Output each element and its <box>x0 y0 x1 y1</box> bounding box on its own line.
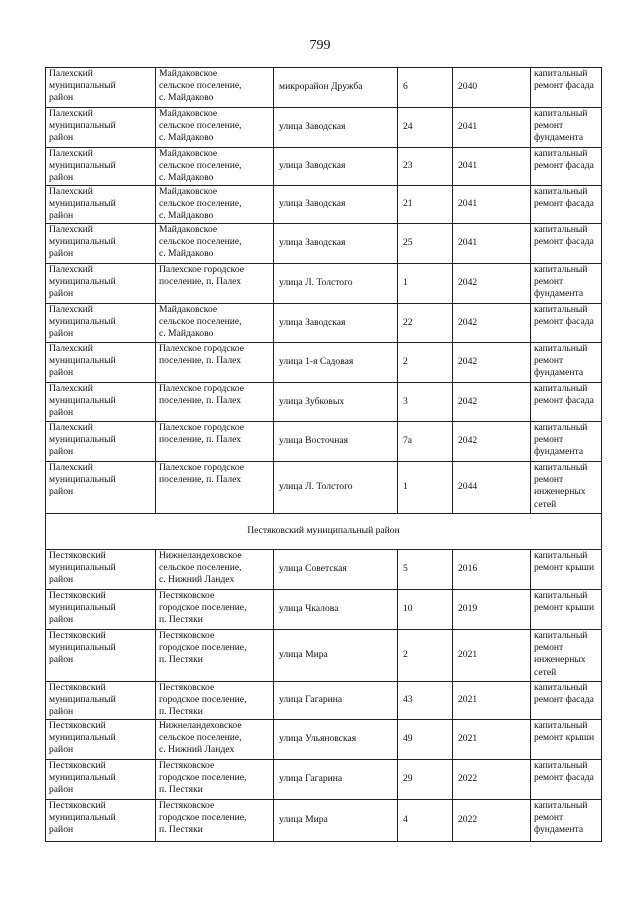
year-cell-text: 2022 <box>458 773 478 785</box>
street-cell <box>274 264 398 304</box>
work-type-cell <box>531 148 602 186</box>
year-cell <box>453 148 531 186</box>
year-cell-text: 2041 <box>458 121 478 133</box>
year-cell-text: 2044 <box>458 481 478 493</box>
work-type-cell <box>531 343 602 383</box>
work-type-cell <box>531 800 602 842</box>
street-cell <box>274 224 398 264</box>
house-number-cell-text: 2 <box>403 649 408 661</box>
district-cell <box>46 68 156 108</box>
district-cell <box>46 760 156 800</box>
street-cell-text: улица Гагарина <box>279 694 343 706</box>
work-type-cell-text: капитальный ремонт фасада <box>534 383 594 407</box>
settlement-cell <box>156 186 274 224</box>
work-type-cell <box>531 422 602 462</box>
settlement-cell <box>156 550 274 590</box>
district-cell-text: Палехский муниципальный район <box>49 264 116 300</box>
district-cell <box>46 186 156 224</box>
settlement-cell <box>156 343 274 383</box>
settlement-cell <box>156 800 274 842</box>
settlement-cell <box>156 422 274 462</box>
district-cell <box>46 224 156 264</box>
district-cell-text: Пестяковский муниципальный район <box>49 590 116 626</box>
house-number-cell <box>398 343 453 383</box>
house-number-cell-text: 29 <box>403 773 413 785</box>
section-header-row <box>46 514 602 550</box>
settlement-cell-text: Пестяковское городское поселение, п. Пестяки <box>159 800 247 836</box>
work-type-cell-text: капитальный ремонт фундамента <box>534 800 588 836</box>
year-cell-text: 2041 <box>458 198 478 210</box>
house-number-cell-text: 21 <box>403 198 413 210</box>
street-cell-text: улица Чкалова <box>279 603 339 615</box>
district-cell-text: Палехский муниципальный район <box>49 108 116 144</box>
table-row <box>46 590 602 630</box>
district-cell-text: Палехский муниципальный район <box>49 422 116 458</box>
year-cell-text: 2022 <box>458 814 478 826</box>
street-cell-text: улица 1-я Садовая <box>279 356 354 368</box>
table-row <box>46 800 602 842</box>
year-cell-text: 2042 <box>458 316 478 328</box>
settlement-cell <box>156 462 274 514</box>
settlement-cell <box>156 590 274 630</box>
work-type-cell <box>531 630 602 682</box>
district-cell-text: Палехский муниципальный район <box>49 148 116 184</box>
street-cell-text: улица Зубковых <box>279 395 345 407</box>
work-type-cell <box>531 108 602 148</box>
house-number-cell <box>398 186 453 224</box>
house-number-cell-text: 3 <box>403 395 408 407</box>
house-number-cell-text: 7а <box>403 435 413 447</box>
settlement-cell <box>156 264 274 304</box>
street-cell-text: улица Гагарина <box>279 773 343 785</box>
year-cell-text: 2021 <box>458 649 478 661</box>
street-cell <box>274 630 398 682</box>
work-type-cell-text: капитальный ремонт фасада <box>534 304 594 328</box>
section-title: Пестяковский муниципальный район <box>46 514 602 550</box>
year-cell <box>453 422 531 462</box>
year-cell-text: 2019 <box>458 603 478 615</box>
house-number-cell <box>398 68 453 108</box>
district-cell-text: Пестяковский муниципальный район <box>49 682 116 718</box>
work-type-cell-text: капитальный ремонт фундамента <box>534 108 588 144</box>
year-cell-text: 2040 <box>458 81 478 93</box>
settlement-cell <box>156 68 274 108</box>
house-number-cell-text: 43 <box>403 694 413 706</box>
table-row <box>46 550 602 590</box>
table-row <box>46 224 602 264</box>
house-number-cell-text: 2 <box>403 356 408 368</box>
year-cell <box>453 630 531 682</box>
work-type-cell <box>531 760 602 800</box>
work-type-cell-text: капитальный ремонт крыши <box>534 720 595 744</box>
year-cell-text: 2021 <box>458 733 478 745</box>
settlement-cell-text: Пестяковское городское поселение, п. Пестяки <box>159 630 247 666</box>
street-cell-text: улица Мира <box>279 649 328 661</box>
year-cell-text: 2042 <box>458 277 478 289</box>
house-number-cell <box>398 800 453 842</box>
table-row <box>46 630 602 682</box>
settlement-cell-text: Пестяковское городское поселение, п. Пестяки <box>159 760 247 796</box>
year-cell <box>453 108 531 148</box>
work-type-cell-text: капитальный ремонт фасада <box>534 68 594 92</box>
street-cell-text: улица Советская <box>279 563 347 575</box>
district-cell-text: Палехский муниципальный район <box>49 343 116 379</box>
year-cell-text: 2021 <box>458 694 478 706</box>
settlement-cell <box>156 108 274 148</box>
house-number-cell-text: 10 <box>403 603 413 615</box>
district-cell-text: Пестяковский муниципальный район <box>49 550 116 586</box>
house-number-cell-text: 23 <box>403 160 413 172</box>
settlement-cell-text: Палехское городское поселение, п. Палех <box>159 422 245 446</box>
year-cell-text: 2042 <box>458 395 478 407</box>
street-cell-text: улица Заводская <box>279 198 346 210</box>
street-cell <box>274 68 398 108</box>
house-number-cell <box>398 630 453 682</box>
street-cell <box>274 148 398 186</box>
table-body <box>46 68 602 842</box>
page-number: 799 <box>309 38 331 53</box>
work-type-cell-text: капитальный ремонт фасада <box>534 186 594 210</box>
settlement-cell-text: Палехское городское поселение, п. Палех <box>159 383 245 407</box>
work-type-cell <box>531 590 602 630</box>
street-cell <box>274 720 398 760</box>
table-row <box>46 422 602 462</box>
year-cell <box>453 224 531 264</box>
house-number-cell <box>398 383 453 422</box>
street-cell-text: улица Заводская <box>279 160 346 172</box>
district-cell <box>46 422 156 462</box>
work-type-cell <box>531 550 602 590</box>
street-cell-text: улица Л. Толстого <box>279 481 353 493</box>
year-cell <box>453 462 531 514</box>
district-cell <box>46 108 156 148</box>
house-number-cell-text: 1 <box>403 277 408 289</box>
year-cell-text: 2042 <box>458 356 478 368</box>
district-cell-text: Палехский муниципальный район <box>49 68 116 104</box>
work-type-cell-text: капитальный ремонт фасада <box>534 760 594 784</box>
work-type-cell-text: капитальный ремонт фасада <box>534 148 594 172</box>
work-type-cell <box>531 68 602 108</box>
district-cell <box>46 462 156 514</box>
district-cell <box>46 550 156 590</box>
street-cell-text: улица Л. Толстого <box>279 277 353 289</box>
year-cell <box>453 682 531 720</box>
year-cell <box>453 343 531 383</box>
work-type-cell-text: капитальный ремонт инженерных сетей <box>534 462 588 510</box>
street-cell-text: улица Заводская <box>279 316 346 328</box>
street-cell <box>274 462 398 514</box>
repair-schedule-table <box>45 67 602 842</box>
house-number-cell-text: 4 <box>403 814 408 826</box>
street-cell <box>274 682 398 720</box>
district-cell <box>46 682 156 720</box>
table-row <box>46 462 602 514</box>
settlement-cell-text: Нижнеландеховское сельское поселение, с. Нижний Ландех <box>159 720 242 756</box>
house-number-cell <box>398 304 453 343</box>
street-cell-text: улица Заводская <box>279 121 346 133</box>
table-row <box>46 186 602 224</box>
street-cell <box>274 383 398 422</box>
work-type-cell <box>531 224 602 264</box>
district-cell <box>46 720 156 760</box>
district-cell-text: Пестяковский муниципальный район <box>49 630 116 666</box>
work-type-cell-text: капитальный ремонт фундамента <box>534 343 588 379</box>
work-type-cell-text: капитальный ремонт крыши <box>534 590 595 614</box>
year-cell-text: 2041 <box>458 160 478 172</box>
house-number-cell <box>398 148 453 186</box>
table-row <box>46 68 602 108</box>
settlement-cell <box>156 760 274 800</box>
house-number-cell-text: 5 <box>403 563 408 575</box>
district-cell-text: Палехский муниципальный район <box>49 462 116 498</box>
house-number-cell <box>398 590 453 630</box>
district-cell-text: Пестяковский муниципальный район <box>49 720 116 756</box>
street-cell-text: улица Ульяновская <box>279 733 357 745</box>
district-cell <box>46 148 156 186</box>
year-cell <box>453 186 531 224</box>
settlement-cell-text: Палехское городское поселение, п. Палех <box>159 343 245 367</box>
house-number-cell <box>398 264 453 304</box>
settlement-cell-text: Майдаковское сельское поселение, с. Майдаково <box>159 186 242 222</box>
street-cell <box>274 590 398 630</box>
settlement-cell-text: Майдаковское сельское поселение, с. Майдаково <box>159 304 242 340</box>
table-row <box>46 148 602 186</box>
street-cell <box>274 108 398 148</box>
year-cell <box>453 304 531 343</box>
work-type-cell <box>531 304 602 343</box>
district-cell-text: Палехский муниципальный район <box>49 304 116 340</box>
year-cell <box>453 383 531 422</box>
district-cell-text: Палехский муниципальный район <box>49 224 116 260</box>
house-number-cell <box>398 760 453 800</box>
work-type-cell <box>531 264 602 304</box>
house-number-cell-text: 1 <box>403 481 408 493</box>
street-cell <box>274 550 398 590</box>
house-number-cell-text: 22 <box>403 316 413 328</box>
work-type-cell-text: капитальный ремонт фундамента <box>534 264 588 300</box>
year-cell <box>453 720 531 760</box>
settlement-cell-text: Майдаковское сельское поселение, с. Майдаково <box>159 108 242 144</box>
settlement-cell-text: Пестяковское городское поселение, п. Пестяки <box>159 590 247 626</box>
settlement-cell <box>156 383 274 422</box>
district-cell <box>46 264 156 304</box>
house-number-cell <box>398 462 453 514</box>
settlement-cell <box>156 148 274 186</box>
house-number-cell <box>398 682 453 720</box>
settlement-cell-text: Майдаковское сельское поселение, с. Майдаково <box>159 148 242 184</box>
district-cell <box>46 383 156 422</box>
house-number-cell-text: 6 <box>403 81 408 93</box>
house-number-cell-text: 24 <box>403 121 413 133</box>
table-row <box>46 383 602 422</box>
settlement-cell <box>156 224 274 264</box>
house-number-cell <box>398 720 453 760</box>
house-number-cell-text: 49 <box>403 733 413 745</box>
year-cell <box>453 550 531 590</box>
work-type-cell-text: капитальный ремонт фасада <box>534 682 594 706</box>
table-row <box>46 343 602 383</box>
year-cell <box>453 760 531 800</box>
year-cell <box>453 800 531 842</box>
house-number-cell <box>398 108 453 148</box>
work-type-cell-text: капитальный ремонт фундамента <box>534 422 588 458</box>
table-row <box>46 264 602 304</box>
work-type-cell <box>531 720 602 760</box>
house-number-cell <box>398 550 453 590</box>
house-number-cell <box>398 224 453 264</box>
street-cell-text: улица Заводская <box>279 237 346 249</box>
house-number-cell-text: 25 <box>403 237 413 249</box>
settlement-cell-text: Пестяковское городское поселение, п. Пестяки <box>159 682 247 718</box>
table-row <box>46 108 602 148</box>
district-cell <box>46 304 156 343</box>
year-cell-text: 2041 <box>458 237 478 249</box>
table-row <box>46 682 602 720</box>
district-cell <box>46 590 156 630</box>
settlement-cell-text: Майдаковское сельское поселение, с. Майдаково <box>159 224 242 260</box>
year-cell <box>453 264 531 304</box>
street-cell <box>274 800 398 842</box>
street-cell-text: улица Мира <box>279 814 328 826</box>
year-cell-text: 2016 <box>458 563 478 575</box>
district-cell-text: Пестяковский муниципальный район <box>49 760 116 796</box>
street-cell <box>274 422 398 462</box>
street-cell-text: улица Восточная <box>279 435 349 447</box>
work-type-cell-text: капитальный ремонт крыши <box>534 550 595 574</box>
work-type-cell <box>531 186 602 224</box>
district-cell <box>46 800 156 842</box>
work-type-cell <box>531 383 602 422</box>
street-cell <box>274 343 398 383</box>
district-cell-text: Палехский муниципальный район <box>49 383 116 419</box>
settlement-cell <box>156 304 274 343</box>
settlement-cell-text: Нижнеландеховское сельское поселение, с. Нижний Ландех <box>159 550 242 586</box>
district-cell <box>46 343 156 383</box>
table-row <box>46 760 602 800</box>
district-cell-text: Пестяковский муниципальный район <box>49 800 116 836</box>
settlement-cell <box>156 682 274 720</box>
work-type-cell-text: капитальный ремонт инженерных сетей <box>534 630 588 678</box>
table-row <box>46 304 602 343</box>
year-cell-text: 2042 <box>458 435 478 447</box>
year-cell <box>453 590 531 630</box>
work-type-cell <box>531 462 602 514</box>
settlement-cell <box>156 630 274 682</box>
table-row <box>46 720 602 760</box>
settlement-cell-text: Палехское городское поселение, п. Палех <box>159 462 245 486</box>
street-cell <box>274 186 398 224</box>
district-cell-text: Палехский муниципальный район <box>49 186 116 222</box>
work-type-cell <box>531 682 602 720</box>
street-cell <box>274 304 398 343</box>
settlement-cell-text: Палехское городское поселение, п. Палех <box>159 264 245 288</box>
work-type-cell-text: капитальный ремонт фасада <box>534 224 594 248</box>
settlement-cell-text: Майдаковское сельское поселение, с. Майдаково <box>159 68 242 104</box>
street-cell <box>274 760 398 800</box>
street-cell-text: микрорайон Дружба <box>279 81 363 93</box>
district-cell <box>46 630 156 682</box>
year-cell <box>453 68 531 108</box>
settlement-cell <box>156 720 274 760</box>
house-number-cell <box>398 422 453 462</box>
